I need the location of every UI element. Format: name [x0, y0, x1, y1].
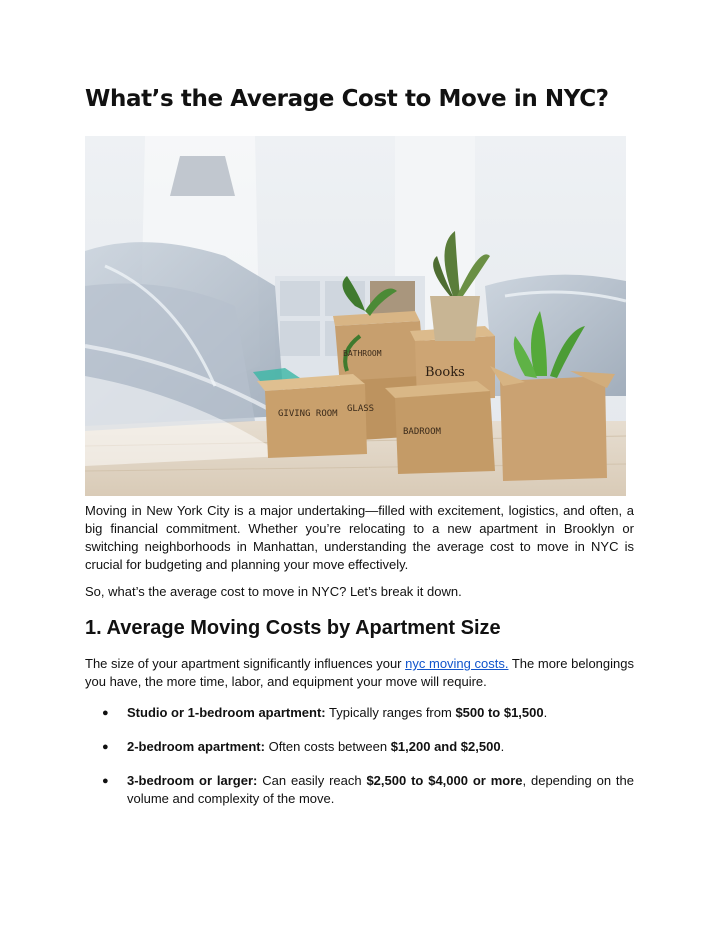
bullet-text: Can easily reach: [257, 773, 367, 788]
box-label-living-room: GIVING ROOM: [278, 409, 338, 419]
list-item: [85, 704, 634, 722]
box-label-bathroom: BATHROOM: [343, 349, 382, 358]
box-label-badroom: BADROOM: [403, 427, 441, 437]
bullet-label: 3-bedroom or larger:: [127, 773, 258, 788]
intro-paragraph: Moving in New York City is a major undertaking—filled with excitement, logistics, and often, a big financial commitment. Whether you’re relocating to a new apartment in Brooklyn or switching neighborhoods in Manhattan, understanding the average cost to move in NYC is crucial for budgeting and planning your move effectively.: [85, 503, 634, 572]
bullet-text-end: .: [500, 739, 505, 754]
moving-boxes-photo: [85, 136, 626, 496]
lead-paragraph: So, what’s the average cost to move in NYC? Let’s break it down.: [85, 584, 462, 599]
section-text-before: The size of your apartment significantly influences your: [85, 656, 406, 671]
nyc-moving-costs-link[interactable]: nyc moving costs.: [405, 656, 509, 671]
bullet-dot: ●: [102, 707, 109, 719]
page-title: What’s the Average Cost to Move in NYC?: [85, 86, 609, 112]
section-text-after: The more belongings you have, the more time, labor, and equipment your move will require.: [85, 656, 634, 689]
bullet-text: Typically ranges from: [325, 705, 456, 720]
list-item: [85, 738, 634, 756]
bullet-amount: $2,500 to $4,000 or more: [366, 773, 523, 788]
cost-bullet-list: [85, 704, 634, 824]
section-intro-paragraph: [85, 655, 634, 691]
bullet-amount: $1,200 and $2,500: [390, 739, 501, 754]
bullet-dot: ●: [102, 741, 109, 753]
bullet-label: 2-bedroom apartment:: [127, 739, 265, 754]
bullet-text: Often costs between: [264, 739, 391, 754]
bullet-amount: $500 to $1,500: [455, 705, 544, 720]
box-label-books: Books: [425, 365, 465, 380]
section-heading: 1. Average Moving Costs by Apartment Size: [85, 617, 501, 639]
bullet-text-end: .: [543, 705, 548, 720]
bullet-label: Studio or 1-bedroom apartment:: [127, 705, 326, 720]
bullet-text-end: , depending on the volume and complexity of the move.: [127, 773, 634, 806]
bullet-dot: ●: [102, 775, 109, 787]
list-item: [85, 772, 634, 808]
box-label-glass: GLASS: [347, 404, 375, 414]
